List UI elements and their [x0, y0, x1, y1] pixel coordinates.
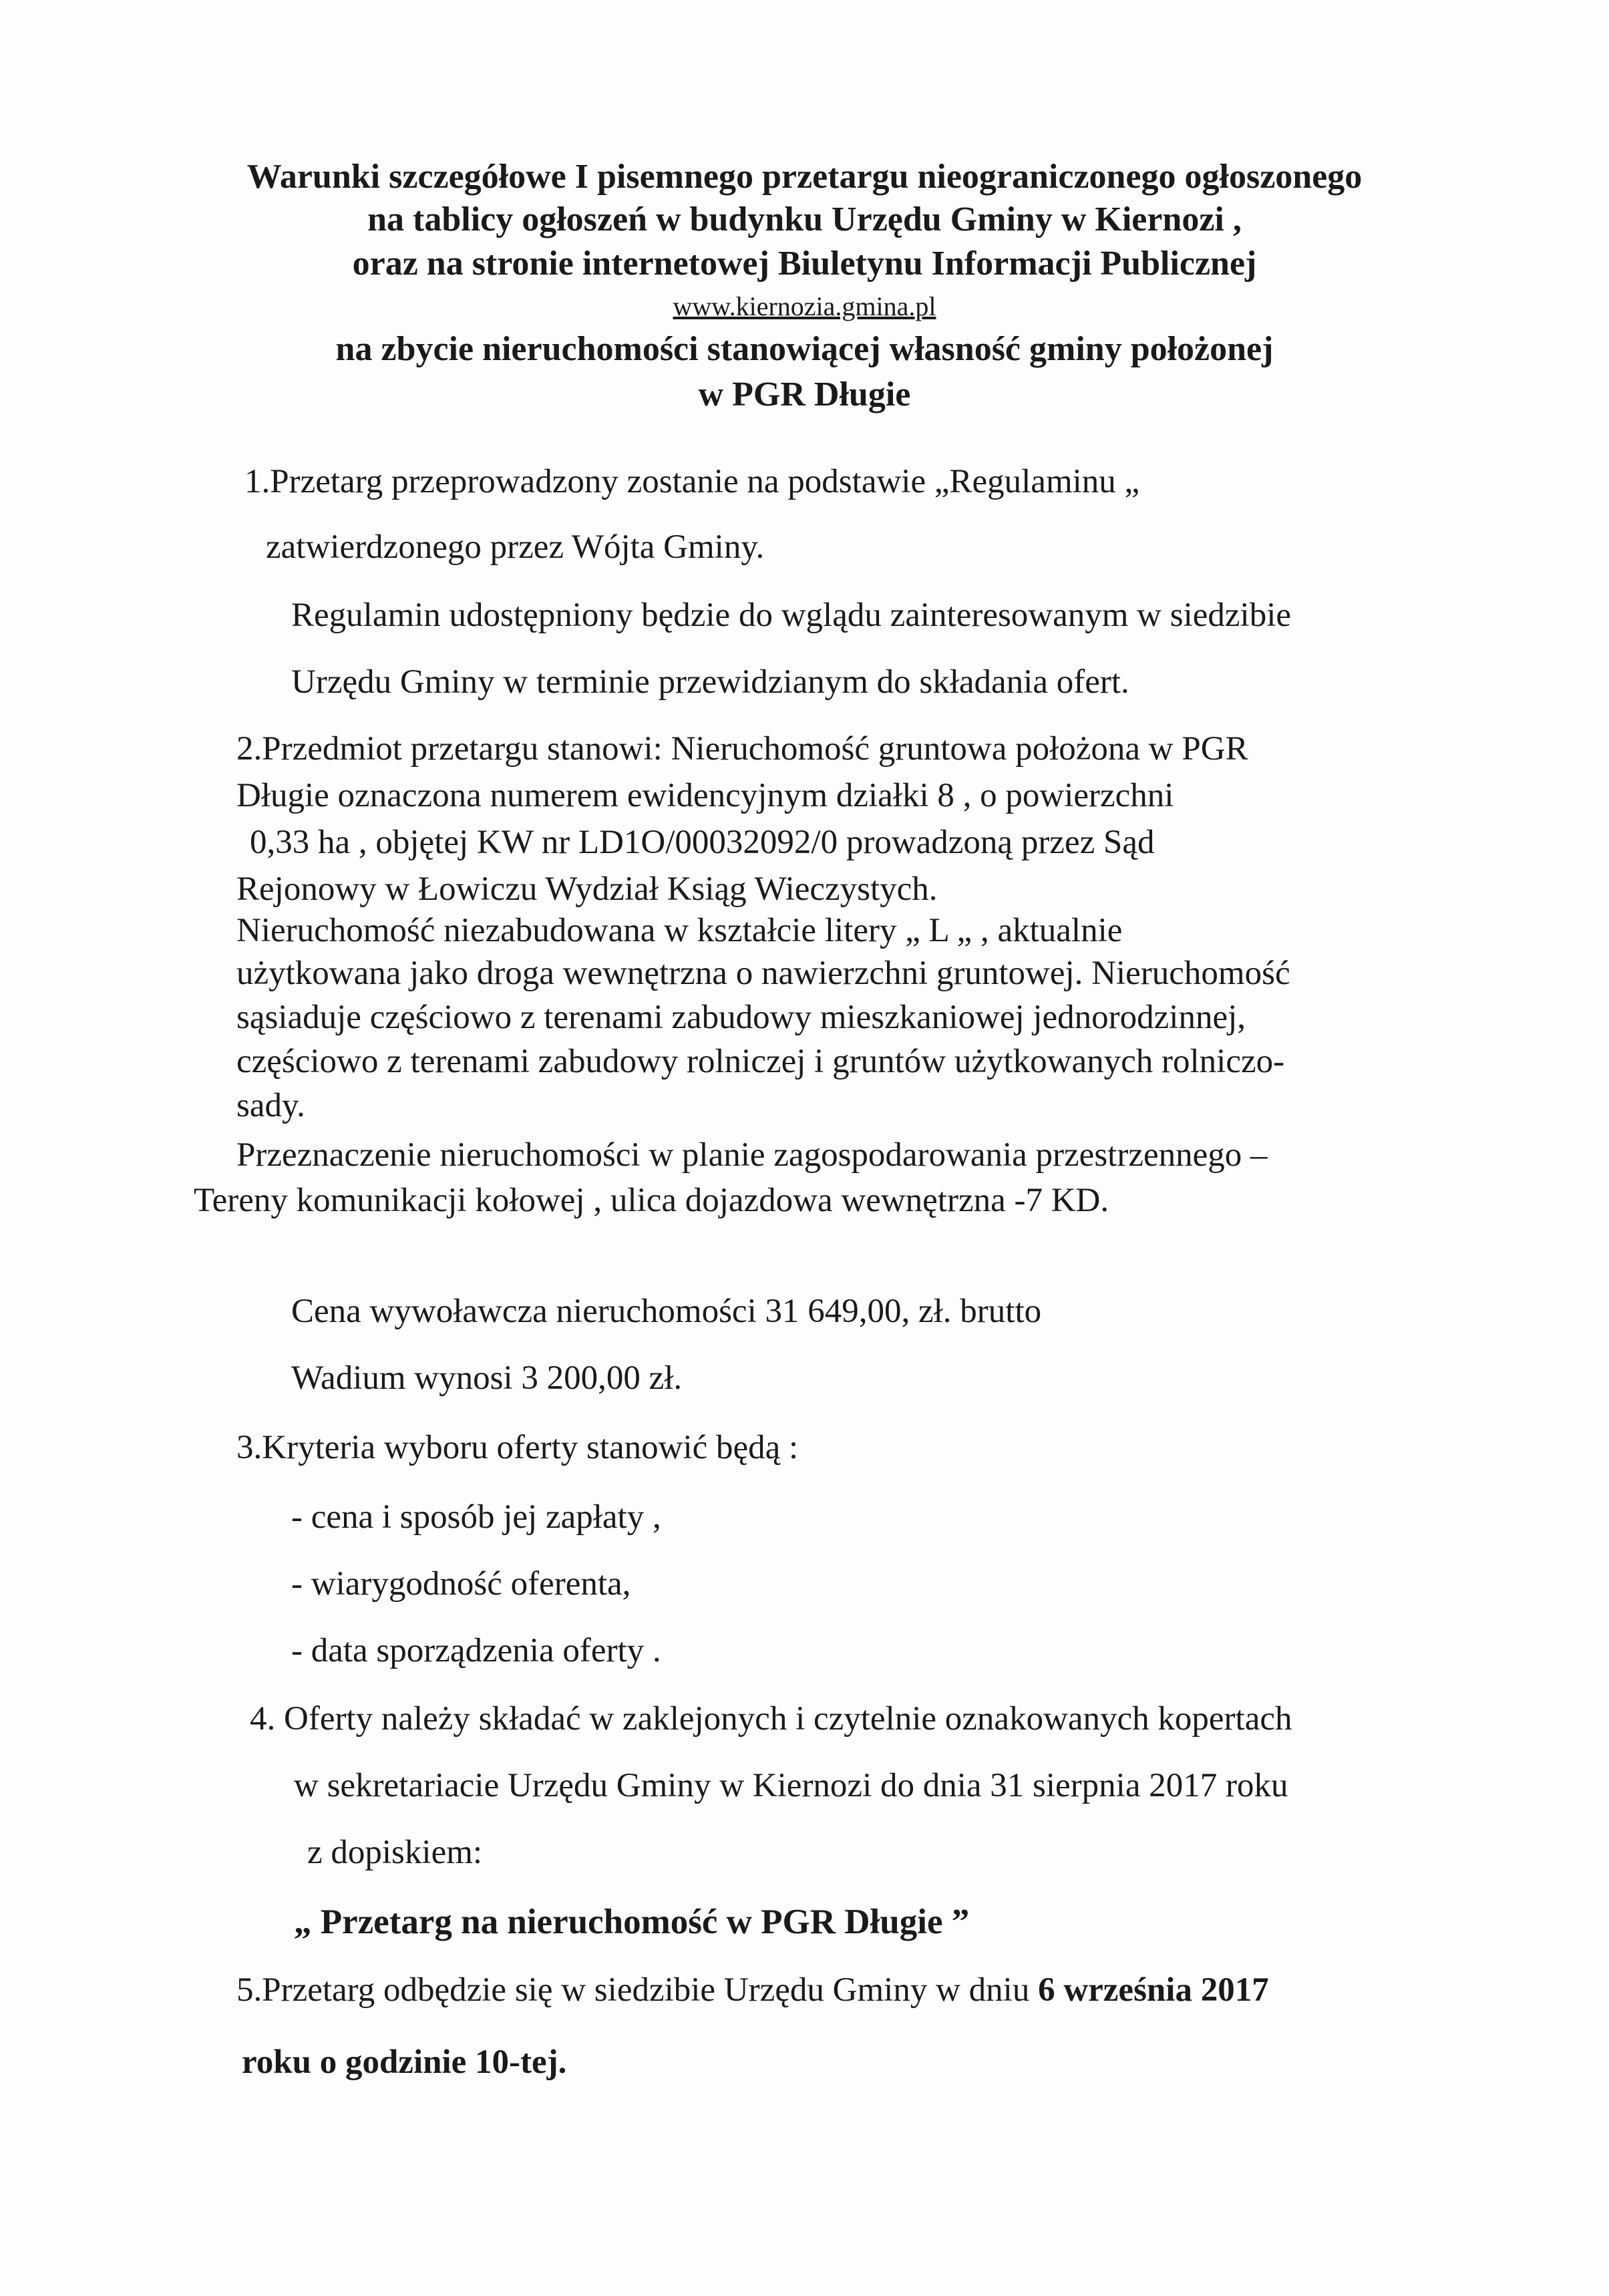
- section-2-line-11: Tereny komunikacji kołowej , ulica dojazdowa wewnętrzna -7 KD.: [194, 1182, 1109, 1219]
- section-2-line-7: sąsiaduje częściowo z terenami zabudowy mieszkaniowej jednorodzinnej,: [236, 999, 1246, 1036]
- title-line-4: na zbycie nieruchomości stanowiącej własność gminy położonej: [335, 330, 1274, 368]
- envelope-remark: „ Przetarg na nieruchomość w PGR Długie ”: [294, 1903, 970, 1941]
- section-1-line-3: Regulamin udostępniony będzie do wglądu zainteresowanym w siedzibie: [291, 597, 1292, 634]
- section-2-line-8: częściowo z terenami zabudowy rolniczej i gruntów użytkowanych rolniczo-: [236, 1043, 1285, 1080]
- criteria-item: - wiarygodność oferenta,: [291, 1565, 631, 1603]
- starting-price: Cena wywoławcza nieruchomości 31 649,00, zł. brutto: [291, 1293, 1042, 1330]
- section-1-line-2: zatwierdzonego przez Wójta Gminy.: [266, 528, 765, 566]
- criteria-item: - data sporządzenia oferty .: [291, 1632, 661, 1669]
- section-1-line-4: Urzędu Gminy w terminie przewidzianym do składania ofert.: [291, 663, 1129, 701]
- section-2-line-2: Długie oznaczona numerem ewidencyjnym działki 8 , o powierzchni: [236, 777, 1174, 814]
- criteria-item: - cena i sposób jej zapłaty ,: [291, 1498, 661, 1536]
- bip-url-link[interactable]: www.kiernozia.gmina.pl: [673, 291, 936, 321]
- section-2-line-4: Rejonowy w Łowiczu Wydział Ksiąg Wieczystych.: [236, 870, 938, 908]
- section-5-line-1: [236, 1969, 1269, 2011]
- section-4-line-1: 4. Oferty należy składać w zaklejonych i czytelnie oznakowanych kopertach: [250, 1700, 1292, 1738]
- section-1-line-1: 1.Przetarg przeprowadzony zostanie na podstawie „Regulaminu „: [244, 463, 1140, 500]
- deposit-amount: Wadium wynosi 3 200,00 zł.: [291, 1359, 683, 1397]
- section-4-line-3: z dopiskiem:: [307, 1834, 483, 1871]
- url-line: [0, 290, 1609, 323]
- title-line-1: Warunki szczegółowe I pisemnego przetargu nieograniczonego ogłoszonego: [246, 158, 1363, 196]
- title-line-2: na tablicy ogłoszeń w budynku Urzędu Gminy w Kiernozi ,: [367, 200, 1242, 238]
- title-line-5: w PGR Długie: [698, 375, 911, 414]
- section-2-line-5: Nieruchomość niezabudowana w kształcie litery „ L „ , aktualnie: [236, 912, 1123, 949]
- section-2-line-6: użytkowana jako droga wewnętrzna o nawierzchni gruntowej. Nieruchomość: [236, 955, 1290, 992]
- section-2-line-10: Przeznaczenie nieruchomości w planie zagospodarowania przestrzennego –: [236, 1136, 1268, 1174]
- section-2-line-3: 0,33 ha , objętej KW nr LD1O/00032092/0 prowadzoną przez Sąd: [250, 824, 1155, 861]
- title-line-3: oraz na stronie internetowej Biuletynu Informacji Publicznej: [352, 244, 1257, 283]
- section-2-line-1: 2.Przedmiot przetargu stanowi: Nieruchomość gruntowa położona w PGR: [236, 730, 1248, 768]
- section-3-heading: 3.Kryteria wyboru oferty stanowić będą :: [236, 1429, 799, 1466]
- section-2-line-9: sady.: [236, 1087, 305, 1124]
- section-5-text: 5.Przetarg odbędzie się w siedzibie Urzędu Gminy w dniu: [236, 1971, 1039, 2009]
- section-4-line-2: w sekretariacie Urzędu Gminy w Kiernozi do dnia 31 sierpnia 2017 roku: [294, 1767, 1288, 1804]
- auction-date: 6 września 2017: [1038, 1971, 1269, 2009]
- auction-time: roku o godzinie 10-tej.: [242, 2043, 567, 2081]
